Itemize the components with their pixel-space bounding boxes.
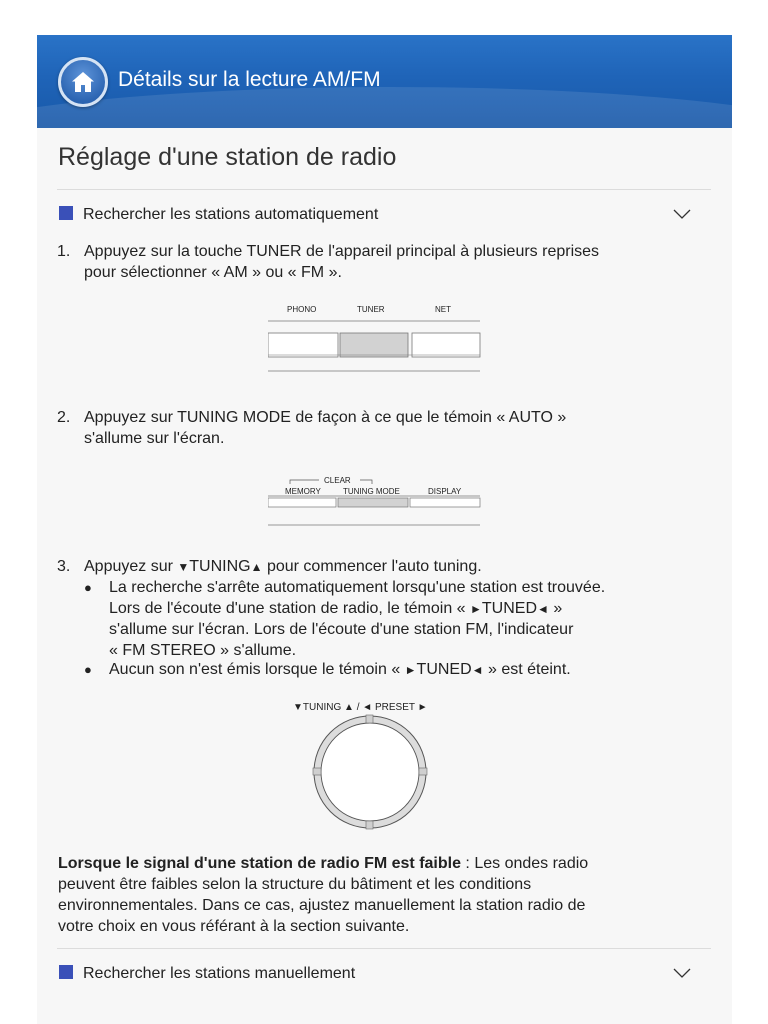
step-text-line: Appuyez sur ▼TUNING▲ pour commencer l'auto tuning.: [84, 558, 482, 575]
section-auto-label: Rechercher les stations automatiquement: [83, 206, 379, 223]
play-triangle-icon: ►: [404, 663, 417, 677]
chevron-down-icon[interactable]: [673, 968, 691, 979]
page: [37, 35, 732, 1024]
up-triangle-icon: ▲: [250, 560, 263, 574]
note-bold: Lorsque le signal d'une station de radio FM est faible: [58, 855, 461, 872]
bullet-dot-icon: ●: [84, 580, 92, 595]
home-button[interactable]: [58, 57, 108, 107]
down-triangle-icon: ▼: [293, 702, 303, 713]
step-number: 3.: [57, 558, 71, 575]
page-title: Réglage d'une station de radio: [58, 143, 397, 171]
left-arrow-icon: ◄: [362, 702, 373, 713]
step-number: 2.: [57, 409, 71, 426]
bullet-text-line: Aucun son n'est émis lorsque le témoin « ►TUNED◄ » est éteint.: [109, 661, 571, 678]
panel-label-net: NET: [435, 305, 451, 314]
section-manual-label: Rechercher les stations manuellement: [83, 965, 356, 982]
reverse-triangle-icon: ◄: [537, 602, 549, 616]
step-text-line: Appuyez sur TUNING MODE de façon à ce que le témoin « AUTO »: [84, 409, 567, 426]
header-banner: [37, 35, 732, 128]
panel-drawing: [268, 474, 481, 528]
tuning-knob-diagram: [293, 700, 458, 830]
divider: [57, 948, 711, 949]
panel-label-tuner: TUNER: [357, 305, 385, 314]
play-triangle-icon: ►: [470, 602, 482, 616]
reverse-triangle-icon: ◄: [471, 663, 484, 677]
bullet-text-line: Lors de l'écoute d'une station de radio, le témoin « ►TUNED◄ »: [109, 600, 563, 617]
knob-label: ▼TUNING ▲ / ◄ PRESET ►: [293, 702, 428, 713]
step-text-line: pour sélectionner « AM » ou « FM ».: [84, 264, 342, 281]
panel-label-display: DISPLAY: [428, 487, 462, 496]
panel-label-clear: CLEAR: [324, 476, 351, 485]
right-arrow-icon: ►: [417, 702, 428, 713]
step-number: 1.: [57, 243, 71, 260]
bullet-dot-icon: ●: [84, 662, 92, 677]
panel-label-phono: PHONO: [287, 305, 317, 314]
note-paragraph: Lorsque le signal d'une station de radio FM est faible : Les ondes radio peuvent être faibles selon la structure du bâtiment et les conditions environnementales. Dans ce cas, ajustez manuellement la station radio de votre choix en vous référant à la section suivante.: [58, 855, 589, 935]
device-panel-tuning-mode: [268, 474, 481, 528]
panel-label-memory: MEMORY: [285, 487, 321, 496]
device-panel-input-buttons: [268, 303, 481, 373]
home-icon: [70, 69, 96, 95]
down-triangle-icon: ▼: [177, 560, 190, 574]
section-auto-header[interactable]: [59, 206, 378, 224]
bullet-text-line: s'allume sur l'écran. Lors de l'écoute d'une station FM, l'indicateur: [109, 621, 574, 638]
knob-drawing: [293, 700, 458, 830]
square-bullet-icon: [59, 965, 73, 979]
panel-drawing: [268, 303, 481, 373]
header-title: Détails sur la lecture AM/FM: [118, 68, 381, 91]
section-manual-header[interactable]: [59, 965, 355, 983]
chevron-down-icon[interactable]: [673, 209, 691, 220]
square-bullet-icon: [59, 206, 73, 220]
divider: [57, 189, 711, 190]
up-triangle-icon: ▲: [344, 702, 354, 713]
panel-label-tuning-mode: TUNING MODE: [343, 487, 400, 496]
header-decoration: [37, 87, 732, 128]
step-text-line: Appuyez sur la touche TUNER de l'appareil principal à plusieurs reprises: [84, 243, 600, 260]
step-text-line: s'allume sur l'écran.: [84, 430, 225, 447]
bullet-text-line: « FM STEREO » s'allume.: [109, 642, 297, 659]
bullet-text-line: La recherche s'arrête automatiquement lorsqu'une station est trouvée.: [109, 579, 606, 596]
